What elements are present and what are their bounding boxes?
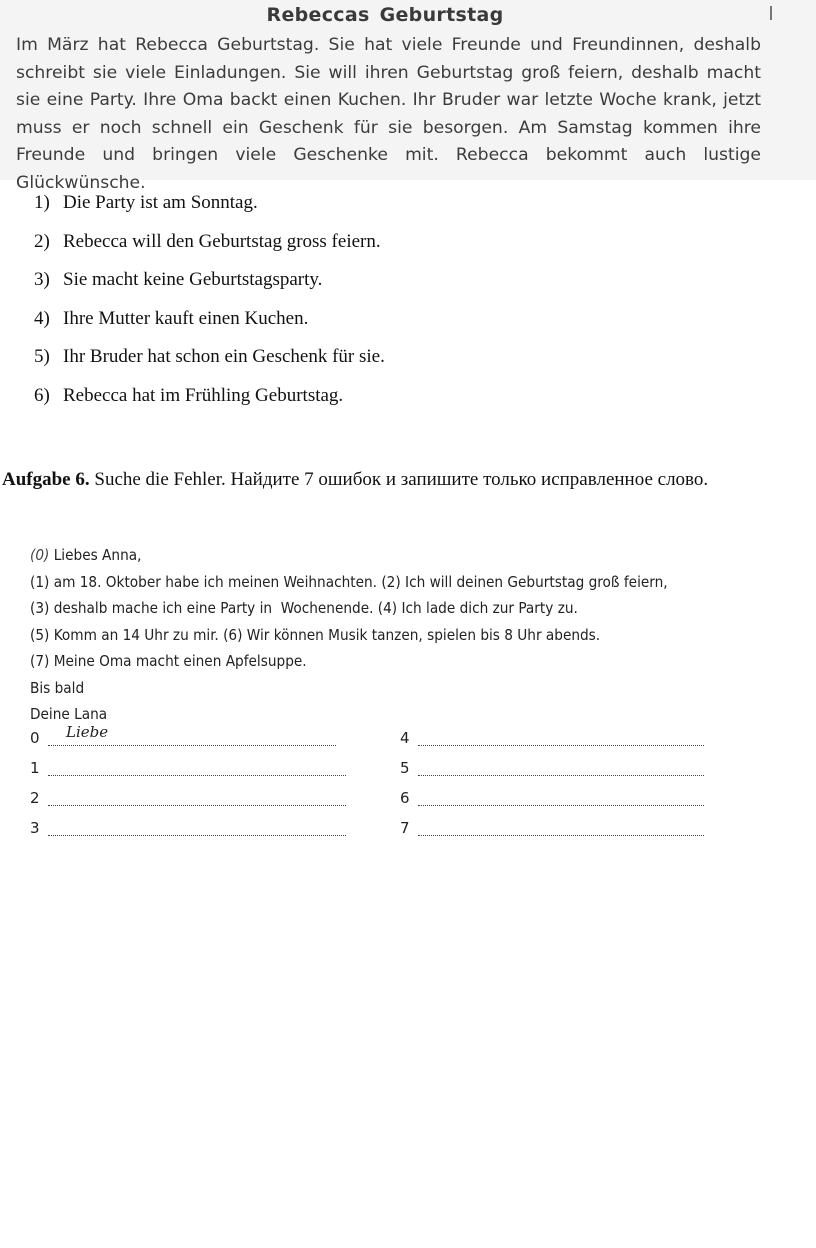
statement-number: 4) xyxy=(34,307,50,329)
answer-blank xyxy=(48,805,346,806)
answer-blank xyxy=(48,775,346,776)
statement-item xyxy=(34,304,734,343)
task-heading xyxy=(2,458,802,502)
statement-item xyxy=(34,227,734,266)
answer-number: 1 xyxy=(30,759,40,777)
answer-number: 5 xyxy=(400,759,410,777)
statement-number: 6) xyxy=(34,384,50,406)
title-part-1: Rebeccas xyxy=(266,4,370,26)
answer-blank xyxy=(418,775,704,776)
letter-line-1: (1) am 18. Oktober habe ich meinen Weihnachten. (2) Ich will deinen Geburtstag groß feiern, xyxy=(30,572,668,591)
answer-number: 7 xyxy=(400,819,410,837)
statement-text: Sie macht keine Geburtstagsparty. xyxy=(63,269,323,290)
statement-number: 5) xyxy=(34,346,50,367)
letter-closing: Bis bald xyxy=(30,678,85,697)
answer-line[interactable] xyxy=(30,756,350,780)
statement-text: Ihre Mutter kauft einen Kuchen. xyxy=(63,307,309,329)
greeting-text: Liebes Anna, xyxy=(53,546,142,564)
letter-line-4: (7) Meine Oma macht einen Apfelsuppe. xyxy=(30,652,307,670)
statement-text: Ihr Bruder hat schon ein Geschenk für sie. xyxy=(63,346,385,367)
statement-number: 1) xyxy=(34,192,50,213)
answer-blank xyxy=(418,835,704,836)
reading-paragraph: Im März hat Rebecca Geburtstag. Sie hat viele Freunde und Freundinnen, deshalb schreibt sie viele Einladungen. Sie will ihren Geburtstag groß feiern, deshalb macht sie eine Party. Ihre Oma backt einen Kuchen. Ihr Bruder war letzte Woche krank, jetzt muss er noch schnell ein Geschenk für sie besorgen. Am Samstag kommen ihre Freunde und bringen viele Geschenke mit. Rebecca bekommt auch lustige Glückwünsche. xyxy=(16,35,761,193)
answer-lines xyxy=(30,723,720,856)
task-instruction: Suche die Fehler. Найдите 7 ошибок и запишите только исправленное слово. xyxy=(94,469,709,490)
letter-line-2: (3) deshalb mache ich eine Party in Wochenende. (4) Ich lade dich zur Party zu. xyxy=(30,599,578,617)
statement-number: 3) xyxy=(34,269,50,290)
statement-item xyxy=(34,381,734,420)
reading-text-scan xyxy=(0,0,816,193)
statement-number: 2) xyxy=(34,230,50,252)
answer-number: 3 xyxy=(30,819,40,837)
answer-blank xyxy=(48,745,336,746)
answer-line[interactable] xyxy=(400,816,710,840)
answer-line[interactable] xyxy=(30,723,350,750)
answer-line[interactable] xyxy=(400,726,710,750)
answer-number: 0 xyxy=(30,729,40,747)
answer-number: 2 xyxy=(30,789,40,807)
letter-line-3: (5) Komm an 14 Uhr zu mir. (6) Wir können Musik tanzen, spielen bis 8 Uhr abends. xyxy=(30,625,601,644)
answer-number: 6 xyxy=(400,789,410,807)
answer-value: Liebe xyxy=(66,723,109,741)
statement-text: Rebecca hat im Frühling Geburtstag. xyxy=(63,384,344,406)
answer-line[interactable] xyxy=(400,786,710,810)
statement-item xyxy=(34,265,734,304)
answer-line[interactable] xyxy=(400,756,710,780)
statement-text: Die Party ist am Sonntag. xyxy=(63,192,258,213)
reading-title xyxy=(0,4,770,26)
answer-number: 4 xyxy=(400,729,410,747)
answer-blank xyxy=(418,745,704,746)
scan-edge-mark xyxy=(770,6,772,20)
task-label: Aufgabe 6. xyxy=(2,469,90,490)
answer-line[interactable] xyxy=(30,786,350,810)
statement-item xyxy=(34,342,734,381)
letter-signature: Deine Lana xyxy=(30,705,108,723)
answer-blank xyxy=(48,835,346,836)
error-letter xyxy=(30,542,730,728)
example-tag: (0) xyxy=(30,546,50,564)
title-part-2: Geburtstag xyxy=(379,4,504,26)
true-false-statements xyxy=(34,188,734,419)
answer-blank xyxy=(418,805,704,806)
statement-item xyxy=(34,188,734,227)
statement-text: Rebecca will den Geburtstag gross feiern. xyxy=(63,230,381,252)
answer-line[interactable] xyxy=(30,816,350,840)
letter-greeting xyxy=(30,542,730,569)
